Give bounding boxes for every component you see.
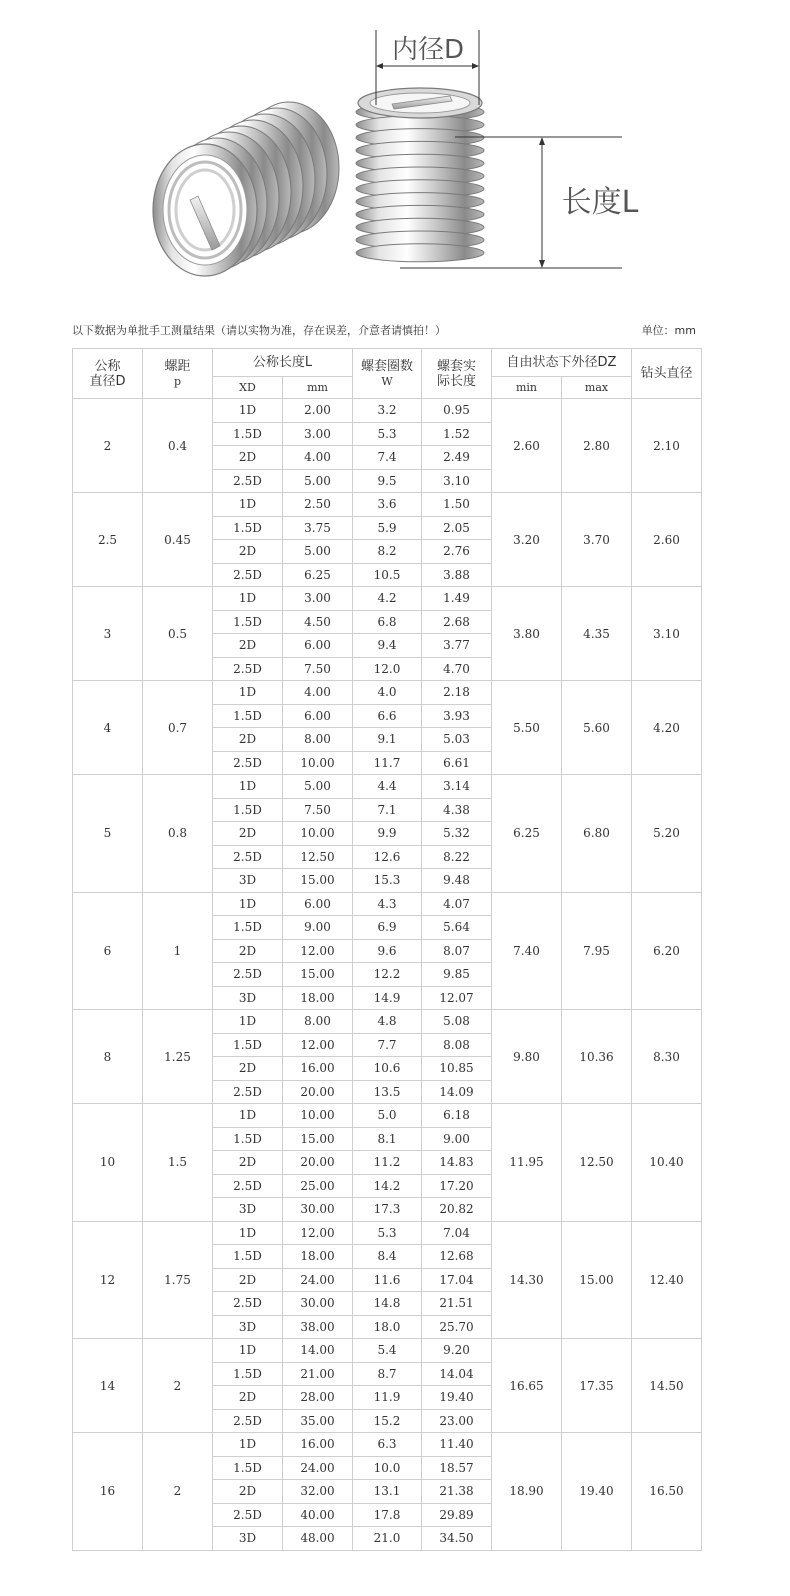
- coil-count-cell: 6.3: [353, 1433, 422, 1457]
- actual-length-cell: 9.20: [422, 1339, 492, 1363]
- free-od-max-cell: 10.36: [562, 1010, 632, 1104]
- actual-length-cell: 2.49: [422, 446, 492, 470]
- length-mm-cell: 10.00: [283, 822, 353, 846]
- actual-length-cell: 8.08: [422, 1033, 492, 1057]
- length-mm-cell: 15.00: [283, 1127, 353, 1151]
- length-xd-cell: 2D: [213, 1057, 283, 1081]
- free-od-min-cell: 3.20: [492, 493, 562, 587]
- length-mm-cell: 20.00: [283, 1151, 353, 1175]
- coil-count-cell: 3.6: [353, 493, 422, 517]
- pitch-cell: 2: [143, 1339, 213, 1433]
- length-mm-cell: 3.75: [283, 516, 353, 540]
- actual-length-cell: 5.64: [422, 916, 492, 940]
- drill-diameter-cell: 8.30: [632, 1010, 702, 1104]
- drill-diameter-cell: 2.60: [632, 493, 702, 587]
- free-od-min-cell: 9.80: [492, 1010, 562, 1104]
- actual-length-cell: 4.07: [422, 892, 492, 916]
- coil-count-cell: 7.1: [353, 798, 422, 822]
- actual-length-cell: 3.88: [422, 563, 492, 587]
- length-xd-cell: 1.5D: [213, 1033, 283, 1057]
- length-xd-cell: 1.5D: [213, 798, 283, 822]
- length-xd-cell: 1D: [213, 1339, 283, 1363]
- coil-ring: [356, 244, 484, 262]
- length-mm-cell: 5.00: [283, 775, 353, 799]
- coil-count-cell: 18.0: [353, 1315, 422, 1339]
- coil-count-cell: 4.0: [353, 681, 422, 705]
- length-xd-cell: 3D: [213, 1198, 283, 1222]
- length-mm-cell: 38.00: [283, 1315, 353, 1339]
- pitch-cell: 0.7: [143, 681, 213, 775]
- coil-count-cell: 5.3: [353, 422, 422, 446]
- actual-length-cell: 20.82: [422, 1198, 492, 1222]
- coil-count-cell: 3.2: [353, 399, 422, 423]
- length-xd-cell: 1.5D: [213, 516, 283, 540]
- length-xd-cell: 2.5D: [213, 1503, 283, 1527]
- length-xd-cell: 3D: [213, 986, 283, 1010]
- actual-length-cell: 6.18: [422, 1104, 492, 1128]
- length-xd-cell: 2.5D: [213, 963, 283, 987]
- free-od-max-cell: 7.95: [562, 892, 632, 1010]
- length-xd-cell: 2D: [213, 540, 283, 564]
- length-xd-cell: 1D: [213, 587, 283, 611]
- pitch-cell: 1: [143, 892, 213, 1010]
- table-row: [73, 681, 702, 705]
- actual-length-cell: 25.70: [422, 1315, 492, 1339]
- length-mm-cell: 16.00: [283, 1057, 353, 1081]
- pitch-cell: 0.45: [143, 493, 213, 587]
- length-xd-cell: 2D: [213, 1480, 283, 1504]
- length-mm-cell: 25.00: [283, 1174, 353, 1198]
- actual-length-cell: 3.14: [422, 775, 492, 799]
- length-mm-cell: 18.00: [283, 986, 353, 1010]
- length-xd-cell: 2.5D: [213, 1409, 283, 1433]
- length-xd-cell: 1.5D: [213, 704, 283, 728]
- coil-count-cell: 13.5: [353, 1080, 422, 1104]
- actual-length-cell: 4.38: [422, 798, 492, 822]
- length-mm-cell: 8.00: [283, 1010, 353, 1034]
- actual-length-cell: 5.08: [422, 1010, 492, 1034]
- header-nominal-diameter: 公称 直径D: [73, 349, 143, 399]
- coil-count-cell: 4.3: [353, 892, 422, 916]
- length-xd-cell: 2.5D: [213, 469, 283, 493]
- nominal-diameter-cell: 5: [73, 775, 143, 893]
- length-xd-cell: 2D: [213, 822, 283, 846]
- length-mm-cell: 12.00: [283, 1221, 353, 1245]
- length-mm-cell: 30.00: [283, 1198, 353, 1222]
- length-mm-cell: 2.50: [283, 493, 353, 517]
- table-row: [73, 399, 702, 423]
- free-od-min-cell: 3.80: [492, 587, 562, 681]
- header-drill-diameter: 钻头直径: [632, 349, 702, 399]
- actual-length-cell: 21.51: [422, 1292, 492, 1316]
- length-mm-cell: 4.00: [283, 446, 353, 470]
- drill-diameter-cell: 16.50: [632, 1433, 702, 1551]
- free-od-min-cell: 11.95: [492, 1104, 562, 1222]
- length-mm-cell: 3.00: [283, 587, 353, 611]
- length-xd-cell: 1D: [213, 1221, 283, 1245]
- coil-count-cell: 10.0: [353, 1456, 422, 1480]
- coil-count-cell: 9.5: [353, 469, 422, 493]
- actual-length-cell: 4.70: [422, 657, 492, 681]
- measurement-notice: 以下数据为单批手工测量结果（请以实物为准，存在误差，介意者请慎拍！）: [72, 324, 446, 337]
- length-xd-cell: 2D: [213, 728, 283, 752]
- length-xd-cell: 1.5D: [213, 422, 283, 446]
- actual-length-cell: 34.50: [422, 1527, 492, 1551]
- actual-length-cell: 17.20: [422, 1174, 492, 1198]
- actual-length-cell: 1.49: [422, 587, 492, 611]
- drill-diameter-cell: 14.50: [632, 1339, 702, 1433]
- length-xd-cell: 1.5D: [213, 610, 283, 634]
- actual-length-cell: 14.09: [422, 1080, 492, 1104]
- free-od-max-cell: 19.40: [562, 1433, 632, 1551]
- length-xd-cell: 1D: [213, 493, 283, 517]
- coil-count-cell: 8.4: [353, 1245, 422, 1269]
- length-xd-cell: 2.5D: [213, 1174, 283, 1198]
- coil-count-cell: 5.4: [353, 1339, 422, 1363]
- header-free-max: max: [562, 377, 632, 399]
- length-xd-cell: 2D: [213, 1151, 283, 1175]
- actual-length-cell: 14.04: [422, 1362, 492, 1386]
- coil-count-cell: 8.2: [353, 540, 422, 564]
- actual-length-cell: 2.18: [422, 681, 492, 705]
- length-mm-cell: 20.00: [283, 1080, 353, 1104]
- length-mm-cell: 16.00: [283, 1433, 353, 1457]
- actual-length-cell: 3.93: [422, 704, 492, 728]
- header-free-min: min: [492, 377, 562, 399]
- length-mm-cell: 28.00: [283, 1386, 353, 1410]
- coil-count-cell: 11.6: [353, 1268, 422, 1292]
- pitch-cell: 1.5: [143, 1104, 213, 1222]
- length-xd-cell: 1D: [213, 399, 283, 423]
- free-od-min-cell: 18.90: [492, 1433, 562, 1551]
- free-od-max-cell: 4.35: [562, 587, 632, 681]
- nominal-diameter-cell: 3: [73, 587, 143, 681]
- free-od-max-cell: 6.80: [562, 775, 632, 893]
- length-xd-cell: 1D: [213, 1010, 283, 1034]
- coil-count-cell: 10.6: [353, 1057, 422, 1081]
- drill-diameter-cell: 2.10: [632, 399, 702, 493]
- free-od-min-cell: 6.25: [492, 775, 562, 893]
- coil-count-cell: 9.1: [353, 728, 422, 752]
- length-xd-cell: 2D: [213, 634, 283, 658]
- coil-count-cell: 5.9: [353, 516, 422, 540]
- length-mm-cell: 6.25: [283, 563, 353, 587]
- table-row: [73, 493, 702, 517]
- actual-length-cell: 2.05: [422, 516, 492, 540]
- actual-length-cell: 10.85: [422, 1057, 492, 1081]
- free-od-min-cell: 16.65: [492, 1339, 562, 1433]
- free-od-max-cell: 5.60: [562, 681, 632, 775]
- actual-length-cell: 8.07: [422, 939, 492, 963]
- coil-count-cell: 14.2: [353, 1174, 422, 1198]
- coil-count-cell: 6.9: [353, 916, 422, 940]
- pitch-cell: 0.4: [143, 399, 213, 493]
- actual-length-cell: 6.61: [422, 751, 492, 775]
- actual-length-cell: 1.50: [422, 493, 492, 517]
- header-length-xd: XD: [213, 377, 283, 399]
- coil-count-cell: 15.2: [353, 1409, 422, 1433]
- actual-length-cell: 1.52: [422, 422, 492, 446]
- length-mm-cell: 12.00: [283, 939, 353, 963]
- pitch-cell: 1.25: [143, 1010, 213, 1104]
- free-od-max-cell: 2.80: [562, 399, 632, 493]
- actual-length-cell: 19.40: [422, 1386, 492, 1410]
- actual-length-cell: 5.32: [422, 822, 492, 846]
- nominal-diameter-cell: 4: [73, 681, 143, 775]
- spec-table: [72, 348, 702, 1551]
- coil-count-cell: 21.0: [353, 1527, 422, 1551]
- length-xd-cell: 2.5D: [213, 657, 283, 681]
- actual-length-cell: 14.83: [422, 1151, 492, 1175]
- length-mm-cell: 6.00: [283, 892, 353, 916]
- actual-length-cell: 0.95: [422, 399, 492, 423]
- length-mm-cell: 10.00: [283, 751, 353, 775]
- free-od-max-cell: 3.70: [562, 493, 632, 587]
- pitch-cell: 2: [143, 1433, 213, 1551]
- coil-count-cell: 12.6: [353, 845, 422, 869]
- length-mm-cell: 32.00: [283, 1480, 353, 1504]
- length-xd-cell: 1D: [213, 1104, 283, 1128]
- header-pitch: 螺距 p: [143, 349, 213, 399]
- inner-diameter-label: 内径D: [391, 35, 465, 65]
- coil-count-cell: 14.8: [353, 1292, 422, 1316]
- coil-count-cell: 8.1: [353, 1127, 422, 1151]
- free-od-min-cell: 7.40: [492, 892, 562, 1010]
- length-mm-cell: 7.50: [283, 657, 353, 681]
- coil-count-cell: 14.9: [353, 986, 422, 1010]
- coil-count-cell: 13.1: [353, 1480, 422, 1504]
- actual-length-cell: 29.89: [422, 1503, 492, 1527]
- length-mm-cell: 12.50: [283, 845, 353, 869]
- header-actual-length: 螺套实 际长度: [422, 349, 492, 399]
- length-mm-cell: 14.00: [283, 1339, 353, 1363]
- length-xd-cell: 1.5D: [213, 1362, 283, 1386]
- length-mm-cell: 15.00: [283, 869, 353, 893]
- length-xd-cell: 2.5D: [213, 751, 283, 775]
- nominal-diameter-cell: 10: [73, 1104, 143, 1222]
- coil-count-cell: 7.7: [353, 1033, 422, 1057]
- length-xd-cell: 1D: [213, 775, 283, 799]
- free-od-max-cell: 12.50: [562, 1104, 632, 1222]
- actual-length-cell: 18.57: [422, 1456, 492, 1480]
- drill-diameter-cell: 12.40: [632, 1221, 702, 1339]
- nominal-diameter-cell: 2.5: [73, 493, 143, 587]
- length-mm-cell: 3.00: [283, 422, 353, 446]
- coil-count-cell: 17.8: [353, 1503, 422, 1527]
- length-xd-cell: 1.5D: [213, 1127, 283, 1151]
- actual-length-cell: 8.22: [422, 845, 492, 869]
- length-mm-cell: 8.00: [283, 728, 353, 752]
- free-od-min-cell: 5.50: [492, 681, 562, 775]
- coil-count-cell: 4.2: [353, 587, 422, 611]
- free-od-max-cell: 17.35: [562, 1339, 632, 1433]
- actual-length-cell: 9.48: [422, 869, 492, 893]
- length-label: 长度L: [561, 185, 639, 220]
- nominal-diameter-cell: 14: [73, 1339, 143, 1433]
- pitch-cell: 1.75: [143, 1221, 213, 1339]
- actual-length-cell: 23.00: [422, 1409, 492, 1433]
- length-mm-cell: 9.00: [283, 916, 353, 940]
- length-mm-cell: 12.00: [283, 1033, 353, 1057]
- length-mm-cell: 24.00: [283, 1456, 353, 1480]
- header-length-mm: mm: [283, 377, 353, 399]
- length-xd-cell: 3D: [213, 869, 283, 893]
- actual-length-cell: 11.40: [422, 1433, 492, 1457]
- nominal-diameter-cell: 6: [73, 892, 143, 1010]
- coil-count-cell: 11.2: [353, 1151, 422, 1175]
- coil-count-cell: 17.3: [353, 1198, 422, 1222]
- nominal-diameter-cell: 16: [73, 1433, 143, 1551]
- table-row: [73, 892, 702, 916]
- free-od-max-cell: 15.00: [562, 1221, 632, 1339]
- coil-count-cell: 12.2: [353, 963, 422, 987]
- length-xd-cell: 2D: [213, 1268, 283, 1292]
- length-mm-cell: 24.00: [283, 1268, 353, 1292]
- coil-count-cell: 6.8: [353, 610, 422, 634]
- coil-count-cell: 7.4: [353, 446, 422, 470]
- table-row: [73, 775, 702, 799]
- length-xd-cell: 3D: [213, 1527, 283, 1551]
- coil-count-cell: 6.6: [353, 704, 422, 728]
- length-xd-cell: 1.5D: [213, 1245, 283, 1269]
- nominal-diameter-cell: 12: [73, 1221, 143, 1339]
- length-mm-cell: 6.00: [283, 704, 353, 728]
- length-mm-cell: 48.00: [283, 1527, 353, 1551]
- drill-diameter-cell: 5.20: [632, 775, 702, 893]
- actual-length-cell: 2.68: [422, 610, 492, 634]
- table-row: [73, 1104, 702, 1128]
- free-od-min-cell: 2.60: [492, 399, 562, 493]
- coil-count-cell: 9.6: [353, 939, 422, 963]
- length-mm-cell: 15.00: [283, 963, 353, 987]
- coil-count-cell: 15.3: [353, 869, 422, 893]
- unit-label: 单位：mm: [641, 324, 696, 337]
- length-xd-cell: 2.5D: [213, 845, 283, 869]
- length-mm-cell: 40.00: [283, 1503, 353, 1527]
- coil-count-cell: 10.5: [353, 563, 422, 587]
- length-mm-cell: 2.00: [283, 399, 353, 423]
- product-illustration: [0, 0, 790, 300]
- header-free-outer-diameter: 自由状态下外径DZ: [492, 349, 632, 377]
- length-mm-cell: 4.50: [283, 610, 353, 634]
- length-mm-cell: 4.00: [283, 681, 353, 705]
- coil-count-cell: 12.0: [353, 657, 422, 681]
- header-coils: 螺套圈数 W: [353, 349, 422, 399]
- free-od-min-cell: 14.30: [492, 1221, 562, 1339]
- nominal-diameter-cell: 2: [73, 399, 143, 493]
- table-row: [73, 1339, 702, 1363]
- length-mm-cell: 30.00: [283, 1292, 353, 1316]
- actual-length-cell: 12.07: [422, 986, 492, 1010]
- pitch-cell: 0.5: [143, 587, 213, 681]
- insert-front-view: [356, 88, 484, 262]
- actual-length-cell: 12.68: [422, 1245, 492, 1269]
- length-mm-cell: 10.00: [283, 1104, 353, 1128]
- insert-side-view: [153, 102, 339, 276]
- length-xd-cell: 2.5D: [213, 1080, 283, 1104]
- coil-count-cell: 11.9: [353, 1386, 422, 1410]
- length-xd-cell: 1.5D: [213, 916, 283, 940]
- length-mm-cell: 5.00: [283, 540, 353, 564]
- length-mm-cell: 35.00: [283, 1409, 353, 1433]
- length-xd-cell: 2D: [213, 446, 283, 470]
- length-mm-cell: 7.50: [283, 798, 353, 822]
- header-nominal-length: 公称长度L: [213, 349, 353, 377]
- length-xd-cell: 3D: [213, 1315, 283, 1339]
- length-xd-cell: 1D: [213, 892, 283, 916]
- drill-diameter-cell: 10.40: [632, 1104, 702, 1222]
- length-mm-cell: 6.00: [283, 634, 353, 658]
- actual-length-cell: 7.04: [422, 1221, 492, 1245]
- actual-length-cell: 21.38: [422, 1480, 492, 1504]
- actual-length-cell: 3.10: [422, 469, 492, 493]
- drill-diameter-cell: 3.10: [632, 587, 702, 681]
- drill-diameter-cell: 6.20: [632, 892, 702, 1010]
- length-mm-cell: 5.00: [283, 469, 353, 493]
- table-row: [73, 1433, 702, 1457]
- actual-length-cell: 3.77: [422, 634, 492, 658]
- coil-count-cell: 5.3: [353, 1221, 422, 1245]
- coil-count-cell: 4.4: [353, 775, 422, 799]
- pitch-cell: 0.8: [143, 775, 213, 893]
- coil-count-cell: 9.9: [353, 822, 422, 846]
- length-mm-cell: 21.00: [283, 1362, 353, 1386]
- length-xd-cell: 2D: [213, 1386, 283, 1410]
- actual-length-cell: 2.76: [422, 540, 492, 564]
- table-row: [73, 1221, 702, 1245]
- length-mm-cell: 18.00: [283, 1245, 353, 1269]
- length-xd-cell: 2D: [213, 939, 283, 963]
- length-xd-cell: 2.5D: [213, 1292, 283, 1316]
- coil-count-cell: 5.0: [353, 1104, 422, 1128]
- actual-length-cell: 9.85: [422, 963, 492, 987]
- actual-length-cell: 9.00: [422, 1127, 492, 1151]
- spec-table-body: [73, 399, 702, 1551]
- coil-count-cell: 4.8: [353, 1010, 422, 1034]
- length-xd-cell: 1.5D: [213, 1456, 283, 1480]
- actual-length-cell: 5.03: [422, 728, 492, 752]
- table-row: [73, 587, 702, 611]
- coil-count-cell: 9.4: [353, 634, 422, 658]
- actual-length-cell: 17.04: [422, 1268, 492, 1292]
- drill-diameter-cell: 4.20: [632, 681, 702, 775]
- nominal-diameter-cell: 8: [73, 1010, 143, 1104]
- length-xd-cell: 2.5D: [213, 563, 283, 587]
- length-xd-cell: 1D: [213, 681, 283, 705]
- coil-count-cell: 8.7: [353, 1362, 422, 1386]
- length-xd-cell: 1D: [213, 1433, 283, 1457]
- table-row: [73, 1010, 702, 1034]
- coil-count-cell: 11.7: [353, 751, 422, 775]
